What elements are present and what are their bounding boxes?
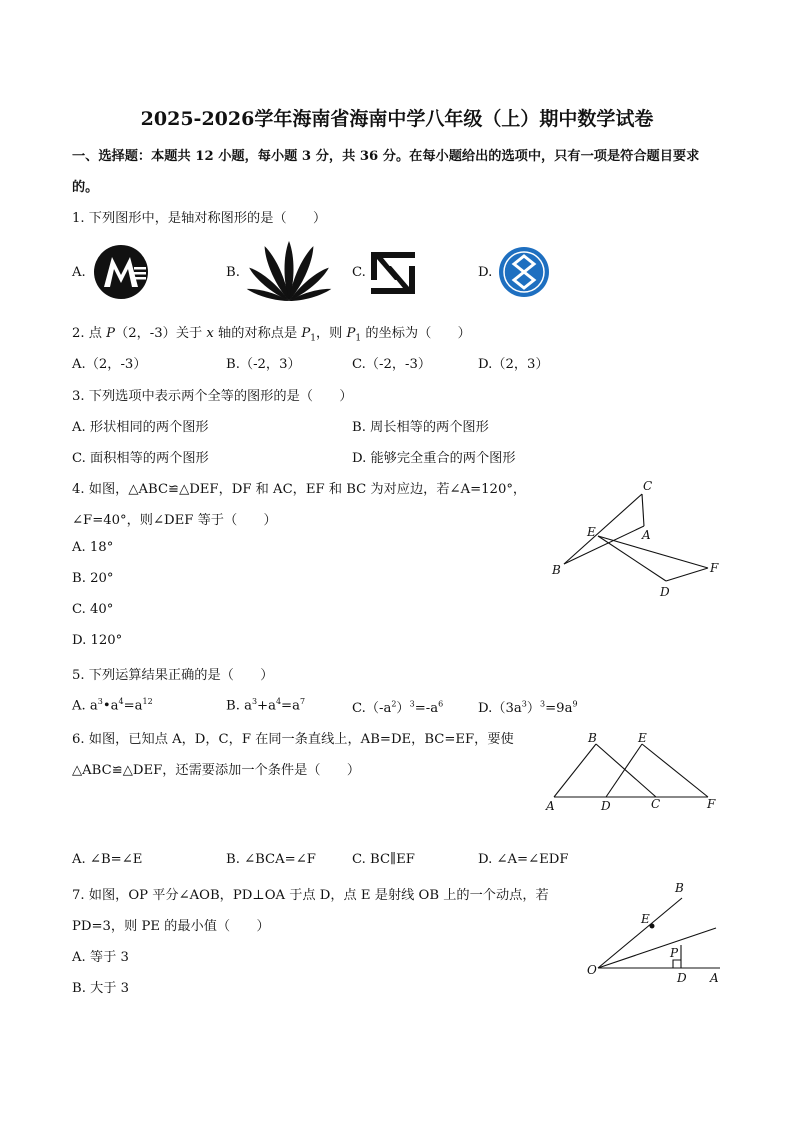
q4-label-b: B xyxy=(552,563,561,577)
q1-option-c-label: C. xyxy=(352,265,366,280)
q4-option-b: B. 20° xyxy=(72,571,114,586)
q4-option-d: D. 120° xyxy=(72,633,123,648)
q7-stem-line1: 7. 如图，OP 平分∠AOB，PD⊥OA 于点 D，点 E 是射线 OB 上的一个动点，若 xyxy=(72,888,549,903)
q3-option-a: A. 形状相同的两个图形 xyxy=(72,420,209,435)
q3-option-c: C. 面积相等的两个图形 xyxy=(72,451,209,466)
q6-label-b: B xyxy=(588,731,597,745)
q5-option-a: A. $a^3•a^4=a^{12}$ xyxy=(72,697,153,714)
q4-label-c: C xyxy=(643,479,653,493)
q6-option-c: C. BC∥EF xyxy=(352,852,415,867)
q1-option-d-label: D. xyxy=(478,265,493,280)
q6-label-e: E xyxy=(638,731,647,745)
q4-label-f: F xyxy=(710,561,719,575)
q7-stem-line2: PD=3，则 PE 的最小值（ ） xyxy=(72,919,270,934)
logo-c-image xyxy=(369,250,417,296)
q2-option-c: C.（-2，-3） xyxy=(352,357,432,372)
q6-stem-line2: △ABC≌△DEF，还需要添加一个条件是（ ） xyxy=(72,763,361,778)
q4-stem-line1: 4. 如图，△ABC≌△DEF，DF 和 AC，EF 和 BC 为对应边，若∠A=120°， xyxy=(72,482,527,497)
q4-option-c: C. 40° xyxy=(72,602,114,617)
q3-option-b: B. 周长相等的两个图形 xyxy=(352,420,489,435)
section-instruction-line2: 的。 xyxy=(72,180,99,195)
q5-option-b: B. $a^3+a^4=a^7$ xyxy=(226,697,306,714)
q6-option-d: D. ∠A=∠EDF xyxy=(478,852,569,867)
q7-option-b: B. 大于 3 xyxy=(72,981,130,996)
q7-label-p: P xyxy=(670,946,679,960)
q7-label-o: O xyxy=(587,963,597,977)
q6-label-a: A xyxy=(546,799,555,813)
logo-d-image xyxy=(498,246,550,298)
q1-option-a-label: A. xyxy=(72,265,86,280)
q5-option-d: $D.(3a^3)^3=9a^9$ xyxy=(478,699,578,716)
q4-figure xyxy=(546,476,726,602)
page-title: 2025-2026学年海南省海南中学八年级（上）期中数学试卷 xyxy=(140,108,654,130)
q4-label-e: E xyxy=(587,525,596,539)
q7-option-a: A. 等于 3 xyxy=(72,950,129,965)
q4-label-d: D xyxy=(660,585,670,599)
q2-option-d: D.（2，3） xyxy=(478,357,549,372)
q7-label-a: A xyxy=(710,971,719,985)
q4-label-a: A xyxy=(642,528,651,542)
q2-option-a: A.（2，-3） xyxy=(72,357,147,372)
logo-a-image xyxy=(92,243,150,301)
q6-figure xyxy=(540,728,726,816)
q6-label-d: D xyxy=(601,799,611,813)
q3-stem: 3. 下列选项中表示两个全等的图形的是（ ） xyxy=(72,389,353,404)
q7-label-b: B xyxy=(675,881,684,895)
q6-option-b: B. ∠BCA=∠F xyxy=(226,852,316,867)
q7-label-d: D xyxy=(677,971,687,985)
q1-stem: 1. 下列图形中，是轴对称图形的是（ ） xyxy=(72,211,327,226)
logo-b-image xyxy=(244,237,334,303)
q7-label-e: E xyxy=(641,912,650,926)
q5-option-c: $C.(-a^2)^3=-a^6$ xyxy=(352,699,444,716)
q3-option-d: D. 能够完全重合的两个图形 xyxy=(352,451,516,466)
q2-option-b: B.（-2，3） xyxy=(226,357,301,372)
q5-stem: 5. 下列运算结果正确的是（ ） xyxy=(72,668,274,683)
q4-option-a: A. 18° xyxy=(72,540,114,555)
q1-option-b-label: B. xyxy=(226,265,240,280)
q7-figure xyxy=(584,878,726,988)
q6-label-c: C xyxy=(651,797,661,811)
q4-stem-line2: ∠F=40°，则∠DEF 等于（ ） xyxy=(72,513,277,528)
q6-stem-line1: 6. 如图，已知点 A，D，C，F 在同一条直线上，AB=DE，BC=EF，要使 xyxy=(72,732,514,747)
q2-stem: 2. 点 P（2，-3）关于 x 轴的对称点是 $P_1$，则 $P_1$ 的坐标为（ ） xyxy=(72,326,471,344)
section-instruction-line1: 一、选择题：本题共 12 小题，每小题 3 分，共 36 分。在每小题给出的选项中，只有一项是符合题目要求 xyxy=(72,149,700,164)
q6-label-f: F xyxy=(707,797,716,811)
q6-option-a: A. ∠B=∠E xyxy=(72,852,143,867)
